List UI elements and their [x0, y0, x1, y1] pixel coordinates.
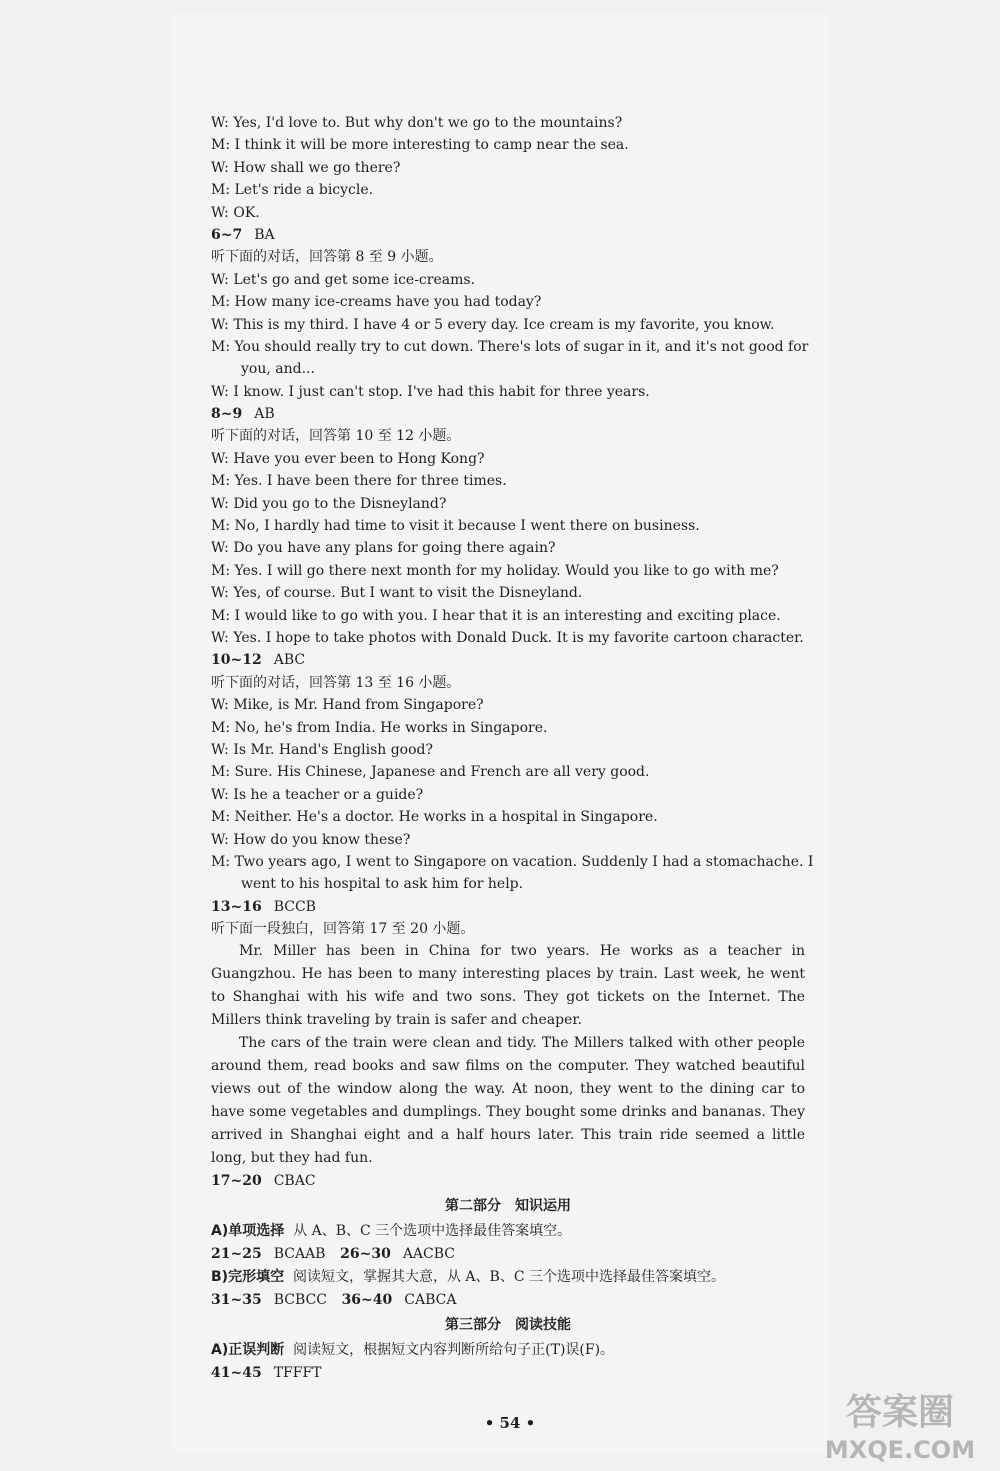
answer-value: BCBCC	[273, 1292, 327, 1309]
dialogue-line: W: How shall we go there?	[211, 159, 401, 176]
dialogue-line: M: Yes. I have been there for three times.	[211, 473, 507, 490]
answer-value: BCCB	[273, 898, 316, 915]
dialogue-line: W: How do you know these?	[211, 831, 411, 848]
subsection-label: A)正误判断	[211, 1341, 285, 1358]
dialogue-line: M: Neither. He's a doctor. He works in a hospital in Singapore.	[211, 809, 658, 826]
dialogue-block	[211, 246, 809, 425]
watermark-top: 答案圈	[845, 1392, 955, 1433]
dialogue-line: W: Yes, I'd love to. But why don't we go to the mountains?	[211, 115, 623, 131]
monologue-paragraph: Mr. Miller has been in China for two years. He works as a teacher in Guangzhou. He has been to many interesting places by train. Last week, he went to Shanghai with his wife and two sons. They got tickets on the Internet. The Millers think traveling by train is safer and cheaper.	[211, 943, 805, 1029]
section-number: 第三部分	[445, 1316, 501, 1333]
dialogue-line: W: Yes, of course. But I want to visit the Disneyland.	[211, 585, 583, 602]
subsection-instruction	[211, 1338, 805, 1362]
dialogue-line: W: Yes. I hope to take photos with Donald Duck. It is my favorite cartoon character.	[211, 629, 804, 646]
answer-range: 17~20	[211, 1173, 262, 1190]
dialogue-line: W: I know. I just can't stop. I've had this habit for three years.	[211, 383, 650, 400]
dialogue-block	[211, 672, 814, 918]
dialogue-line: M: No, he's from India. He works in Singapore.	[211, 719, 548, 736]
subsection-label: A)单项选择	[211, 1222, 285, 1239]
answer-range: 21~25	[211, 1245, 262, 1262]
answer-value: TFFFT	[273, 1364, 322, 1381]
page-number: • 54 •	[484, 1414, 536, 1432]
answer-range: 8~9	[211, 406, 243, 423]
dialogue-line: M: Yes. I will go there next month for my holiday. Would you like to go with me?	[211, 562, 779, 579]
dialogue-line: W: This is my third. I have 4 or 5 every day. Ice cream is my favorite, you know.	[211, 316, 775, 333]
dialogue-line: W: Have you ever been to Hong Kong?	[211, 450, 485, 467]
dialogue-line: W: Mike, is Mr. Hand from Singapore?	[211, 697, 484, 714]
monologue-paragraph: The cars of the train were clean and tidy. The Millers talked with other people around them, read books and saw films on the computer. They watched beautiful views out of the window along the way. At noon, they went to the dining car to have some vegetables and dumplings. They bought some drinks and bananas. They arrived in Shanghai eight and a half hours later. This train ride seemed a little long, but they had fun.	[211, 1035, 805, 1167]
answer-line	[211, 1170, 805, 1192]
answer-value: AB	[254, 406, 275, 423]
dialogue-line: M: How many ice-creams have you had today?	[211, 294, 542, 311]
answer-value: CBAC	[273, 1173, 316, 1190]
answer-range: 36~40	[341, 1292, 393, 1309]
page-content	[211, 112, 814, 1384]
answer-range: 10~12	[211, 652, 262, 669]
watermark-logo	[805, 1382, 995, 1467]
section-heading	[211, 1193, 805, 1219]
answer-line	[211, 649, 805, 671]
subsection-text: 阅读短文，根据短文内容判断所给句子正(T)误(F)。	[293, 1341, 615, 1358]
dialogue-line: W: Is Mr. Hand's English good?	[211, 741, 434, 758]
answer-line	[211, 896, 805, 918]
dialogue-line: W: Let's go and get some ice-creams.	[211, 271, 476, 288]
monologue-block	[211, 918, 805, 1193]
dialogue-line: W: Do you have any plans for going there again?	[211, 540, 556, 557]
answer-range: 13~16	[211, 898, 262, 915]
dialogue-line: M: Two years ago, I went to Singapore on vacation. Suddenly I had a stomachache. I	[211, 853, 814, 870]
answer-value: BCAAB	[273, 1245, 326, 1262]
answer-line	[211, 1362, 805, 1384]
answer-range: 41~45	[211, 1364, 262, 1381]
dialogue-intro: 听下面的对话，回答第 13 至 16 小题。	[211, 674, 461, 691]
dialogue-intro: 听下面的对话，回答第 10 至 12 小题。	[211, 428, 461, 445]
dialogue-line: W: Did you go to the Disneyland?	[211, 495, 447, 512]
subsection-text: 从 A、B、C 三个选项中选择最佳答案填空。	[293, 1222, 572, 1239]
answer-line	[211, 1243, 805, 1265]
section-number: 第二部分	[445, 1197, 501, 1214]
answer-value: BA	[254, 226, 275, 243]
answer-range: 26~30	[340, 1245, 391, 1262]
dialogue-line-continued: you, and...	[241, 361, 315, 378]
dialogue-line: W: Is he a teacher or a guide?	[211, 786, 424, 803]
dialogue-line: M: I would like to go with you. I hear that it is an interesting and exciting place.	[211, 607, 781, 624]
answer-range: 31~35	[211, 1292, 262, 1309]
monologue-intro: 听下面一段独白，回答第 17 至 20 小题。	[211, 921, 475, 938]
dialogue-line: W: OK.	[211, 204, 260, 221]
dialogue-line: M: No, I hardly had time to visit it because I went there on business.	[211, 518, 700, 535]
dialogue-block	[211, 425, 805, 671]
dialogue-line: M: You should really try to cut down. There's lots of sugar in it, and it's not good for	[211, 338, 809, 355]
answer-line	[211, 1289, 805, 1311]
subsection-instruction	[211, 1265, 805, 1289]
answer-value: AACBC	[402, 1245, 456, 1262]
dialogue-line-continued: went to his hospital to ask him for help.	[241, 876, 524, 893]
answer-value: CABCA	[404, 1292, 457, 1309]
answer-line	[211, 224, 805, 246]
subsection-text: 阅读短文，掌握其大意，从 A、B、C 三个选项中选择最佳答案填空。	[292, 1269, 725, 1286]
section-title: 知识运用	[515, 1197, 571, 1214]
watermark-bottom: MXQE.COM	[824, 1436, 976, 1464]
dialogue-intro: 听下面的对话，回答第 8 至 9 小题。	[211, 249, 443, 266]
answer-range: 6~7	[211, 226, 243, 243]
dialogue-line: M: I think it will be more interesting to camp near the sea.	[211, 137, 629, 154]
subsection-label: B)完形填空	[211, 1269, 285, 1286]
dialogue-line: M: Let's ride a bicycle.	[211, 182, 374, 199]
answer-value: ABC	[273, 652, 306, 669]
section-title: 阅读技能	[515, 1316, 571, 1333]
dialogue-line: M: Sure. His Chinese, Japanese and French are all very good.	[211, 764, 650, 781]
section-heading	[211, 1312, 805, 1338]
answer-line	[211, 403, 805, 425]
dialogue-block	[211, 112, 805, 246]
subsection-instruction	[211, 1219, 805, 1243]
